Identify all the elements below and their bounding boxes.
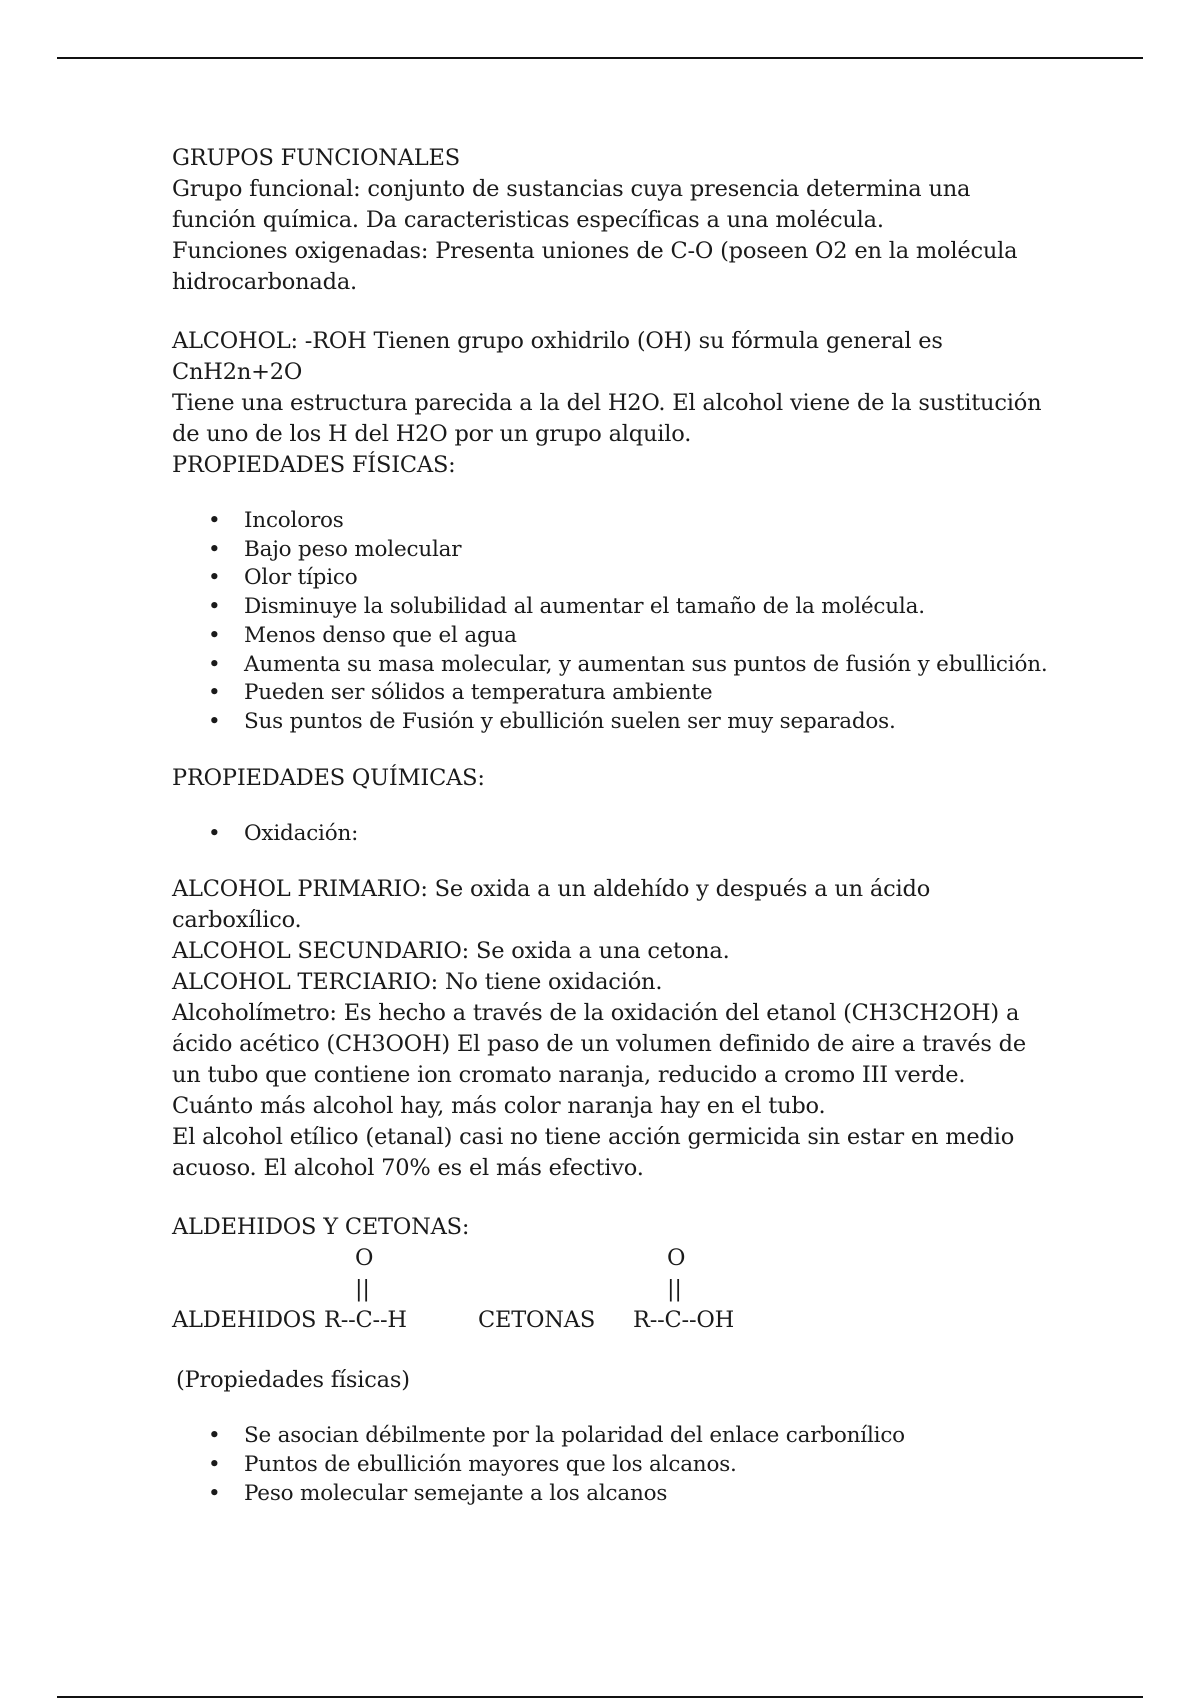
oxidation-line: ácido acético (CH3OOH) El paso de un volumen definido de aire a través de bbox=[172, 1031, 1026, 1058]
oxidation-line: acuoso. El alcohol 70% es el más efectivo. bbox=[172, 1155, 644, 1182]
aldehydes-heading: ALDEHIDOS Y CETONAS: bbox=[172, 1214, 470, 1241]
list-item: • Se asocian débilmente por la polaridad del enlace carbonílico bbox=[172, 1422, 1052, 1451]
document-title: GRUPOS FUNCIONALES bbox=[172, 145, 460, 171]
ketone-oxygen: O bbox=[667, 1245, 686, 1272]
bullet-icon: • bbox=[208, 1423, 221, 1449]
spacer bbox=[172, 1396, 1052, 1422]
bullet-icon: • bbox=[208, 820, 221, 846]
ketone-double-bond: || bbox=[667, 1276, 682, 1303]
bullet-icon: • bbox=[208, 536, 221, 562]
document-body bbox=[172, 143, 1052, 1508]
list-item: • Peso molecular semejante a los alcanos bbox=[172, 1480, 1052, 1509]
aldehyde-double-bond: || bbox=[355, 1276, 370, 1303]
list-item: • Olor típico bbox=[172, 564, 1052, 593]
carbonyl-formula bbox=[172, 1243, 1052, 1337]
bullet-icon: • bbox=[208, 622, 221, 648]
list-item: • Sus puntos de Fusión y ebullición suelen ser muy separados. bbox=[172, 708, 1052, 737]
bullet-icon: • bbox=[208, 651, 221, 677]
alcohol-chemical-list bbox=[172, 820, 1052, 849]
list-item: • Incoloros bbox=[172, 507, 1052, 536]
spacer bbox=[172, 481, 1052, 507]
list-item: • Aumenta su masa molecular, y aumentan sus puntos de fusión y ebullición. bbox=[172, 651, 1052, 680]
oxidation-line: ALCOHOL PRIMARIO: Se oxida a un aldehído y después a un ácido bbox=[172, 876, 931, 903]
aldehyde-oxygen: O bbox=[355, 1245, 374, 1272]
top-rule bbox=[57, 57, 1143, 59]
oxidation-line: un tubo que contiene ion cromato naranja, reducido a cromo III verde. bbox=[172, 1062, 966, 1089]
spacer bbox=[172, 848, 1052, 874]
bullet-icon: • bbox=[208, 680, 221, 706]
spacer bbox=[172, 1184, 1052, 1212]
oxidation-line: carboxílico. bbox=[172, 907, 302, 934]
alcohol-line: CnH2n+2O bbox=[172, 359, 303, 385]
intro-line: hidrocarbonada. bbox=[172, 269, 357, 295]
list-item: • Oxidación: bbox=[172, 820, 1052, 849]
chemical-properties-heading: PROPIEDADES QUÍMICAS: bbox=[172, 764, 485, 791]
spacer bbox=[172, 737, 1052, 763]
spacer bbox=[172, 298, 1052, 326]
list-item: • Puntos de ebullición mayores que los alcanos. bbox=[172, 1451, 1052, 1480]
bullet-icon: • bbox=[208, 594, 221, 620]
bullet-icon: • bbox=[208, 1452, 221, 1478]
oxidation-line: El alcohol etílico (etanal) casi no tiene acción germicida sin estar en medio bbox=[172, 1124, 1015, 1151]
aldehyde-formula: R--C--H bbox=[324, 1307, 407, 1334]
oxidation-line: Alcoholímetro: Es hecho a través de la oxidación del etanol (CH3CH2OH) a bbox=[172, 1000, 1020, 1027]
oxidation-line: Cuánto más alcohol hay, más color naranja hay en el tubo. bbox=[172, 1093, 826, 1120]
list-item: • Bajo peso molecular bbox=[172, 536, 1052, 565]
bullet-icon: • bbox=[208, 508, 221, 533]
intro-line: Funciones oxigenadas: Presenta uniones de C-O (poseen O2 en la molécula bbox=[172, 238, 1018, 264]
aldehydes-physical-heading: (Propiedades físicas) bbox=[176, 1367, 410, 1394]
oxidation-line: ALCOHOL SECUNDARIO: Se oxida a una cetona. bbox=[172, 938, 730, 965]
bullet-icon: • bbox=[208, 565, 221, 591]
physical-properties-heading: PROPIEDADES FÍSICAS: bbox=[172, 452, 456, 478]
alcohol-line: de uno de los H del H2O por un grupo alquilo. bbox=[172, 421, 692, 447]
list-item: • Menos denso que el agua bbox=[172, 622, 1052, 651]
oxidation-line: ALCOHOL TERCIARIO: No tiene oxidación. bbox=[172, 969, 663, 996]
intro-line: Grupo funcional: conjunto de sustancias cuya presencia determina una bbox=[172, 176, 971, 202]
alcohol-line: Tiene una estructura parecida a la del H2O. El alcohol viene de la sustitución bbox=[172, 390, 1042, 416]
aldehydes-physical-list bbox=[172, 1422, 1052, 1508]
bullet-icon: • bbox=[208, 1480, 221, 1506]
bullet-icon: • bbox=[208, 708, 221, 734]
intro-line: función química. Da caracteristicas específicas a una molécula. bbox=[172, 207, 884, 233]
alcohol-physical-list bbox=[172, 507, 1052, 737]
list-item: • Pueden ser sólidos a temperatura ambiente bbox=[172, 679, 1052, 708]
list-item: • Disminuye la solubilidad al aumentar el tamaño de la molécula. bbox=[172, 593, 1052, 622]
spacer bbox=[172, 1337, 1052, 1365]
alcohol-line: ALCOHOL: -ROH Tienen grupo oxhidrilo (OH) su fórmula general es bbox=[172, 328, 943, 354]
bottom-rule bbox=[57, 1696, 1143, 1698]
ketone-formula: R--C--OH bbox=[633, 1307, 735, 1334]
ketone-label: CETONAS bbox=[478, 1307, 596, 1334]
spacer bbox=[172, 794, 1052, 820]
aldehyde-label: ALDEHIDOS bbox=[172, 1307, 317, 1334]
